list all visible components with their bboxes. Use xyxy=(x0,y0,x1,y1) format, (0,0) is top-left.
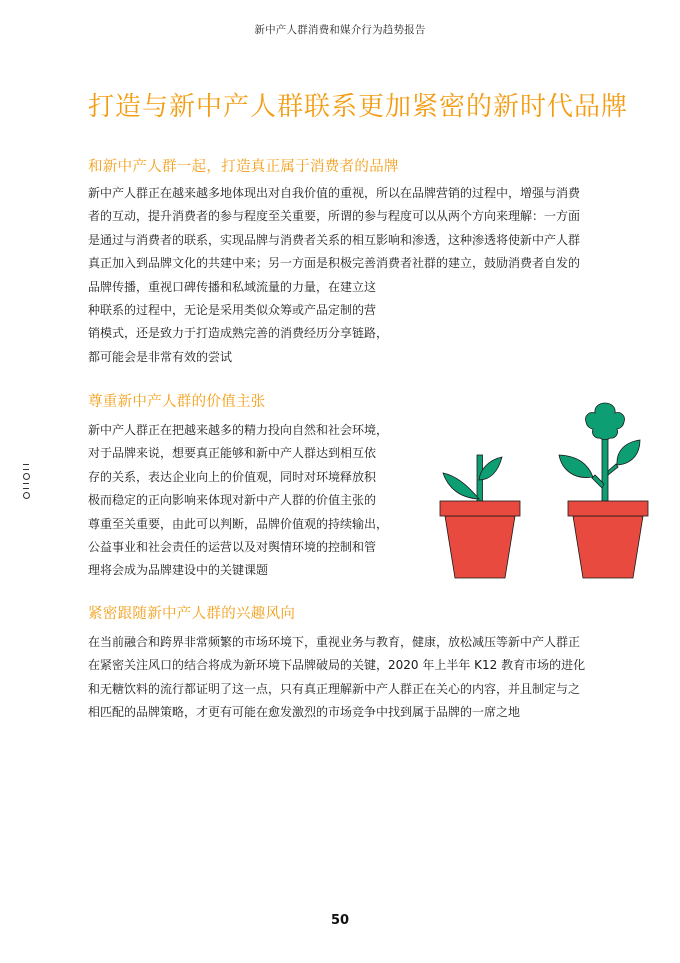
sprout-plant-icon xyxy=(443,455,502,501)
text-line: 存的关系，表达企业向上的价值观，同时对环境释放积 xyxy=(88,469,377,484)
text-line: 者的互动，提升消费者的参与程度至关重要，所谓的参与程度可以从两个方向来理解：一方面 xyxy=(88,209,581,224)
circle-mark-icon xyxy=(23,473,30,480)
page-title: 打造与新中产人群联系更加紧密的新时代品牌 xyxy=(88,92,629,122)
text-line: 都可能会是非常有效的尝试 xyxy=(88,349,233,364)
page-number: 50 xyxy=(330,913,350,928)
text-line: 公益事业和社会责任的运营以及对舆情环境的控制和管 xyxy=(88,540,377,555)
section-heading-1: 和新中产人群一起，打造真正属于消费者的品牌 xyxy=(88,159,399,175)
text-line: 新中产人群正在越来越多地体现出对自我价值的重视，所以在品牌营销的过程中，增强与消费 xyxy=(88,186,581,200)
side-decoration-icon xyxy=(22,464,30,499)
text-line: 在紧密关注风口的结合将成为新环境下品牌破局的关键，2020 年上半年 K12 教育市场的进化 xyxy=(88,658,586,673)
text-line: 真正加入到品牌文化的共建中来；另一方面是积极完善消费者社群的建立，鼓励消费者自发的 xyxy=(88,256,581,271)
section-3-body xyxy=(88,631,585,725)
text-line: 在当前融合和跨界非常频繁的市场环境下，重视业务与教育，健康，放松减压等新中产人群正 xyxy=(88,635,581,649)
text-line: 种联系的过程中，无论是采用类似众筹或产品定制的营 xyxy=(88,303,377,318)
text-line: 是通过与消费者的联系，实现品牌与消费者关系的相互影响和渗透，这种渗透将使新中产人群 xyxy=(88,232,581,247)
section-heading-3: 紧密跟随新中产人群的兴趣风向 xyxy=(88,606,296,622)
bar-mark-icon xyxy=(23,483,29,489)
right-pot-icon xyxy=(568,501,648,578)
section-heading-2: 尊重新中产人群的价值主张 xyxy=(88,394,266,410)
potted-plants-illustration xyxy=(430,398,660,583)
text-line: 和无糖饮料的流行都证明了这一点，只有真正理解新中产人群正在关心的内容，并且制定与之 xyxy=(88,681,581,696)
circle-mark-icon xyxy=(23,492,30,499)
text-line: 销模式，还是致力于打造成熟完善的消费经历分享链路， xyxy=(88,326,389,341)
text-line: 理将会成为品牌建设中的关键课题 xyxy=(88,563,269,578)
running-header: 新中产人群消费和媒介行为趋势报告 xyxy=(254,24,426,36)
bar-mark-icon xyxy=(23,464,29,470)
section-2-body xyxy=(88,419,388,583)
flower-plant-icon xyxy=(559,403,640,501)
text-line: 对于品牌来说，想要真正能够和新中产人群达到相互依 xyxy=(88,446,377,461)
text-line: 相匹配的品牌策略，才更有可能在愈发激烈的市场竞争中找到属于品牌的一席之地 xyxy=(88,705,521,720)
text-line: 品牌传播，重视口碑传播和私域流量的力量，在建立这 xyxy=(88,279,377,294)
text-line: 极而稳定的正向影响来体现对新中产人群的价值主张的 xyxy=(88,493,377,508)
text-line: 尊重至关重要，由此可以判断，品牌价值观的持续输出， xyxy=(88,516,389,531)
left-pot-icon xyxy=(440,501,520,578)
section-1-body xyxy=(88,182,580,369)
text-line: 新中产人群正在把越来越多的精力投向自然和社会环境， xyxy=(88,423,389,437)
